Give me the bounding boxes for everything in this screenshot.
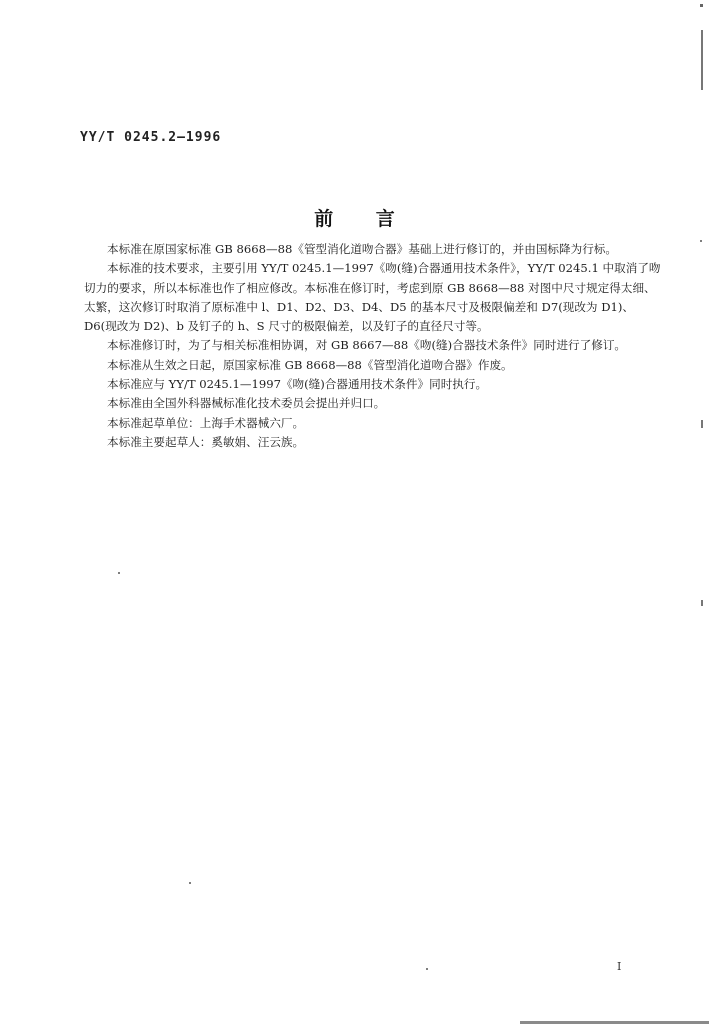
paragraph-1: 本标准在原国家标准 GB 8668—88《管型消化道吻合器》基础上进行修订的，并由国标降为行标。	[107, 242, 617, 256]
paragraph-2: 本标准的技术要求，主要引用 YY/T 0245.1—1997《吻(缝)合器通用技术条件》，YY/T 0245.1 中取消了吻切力的要求，所以本标准也作了相应修改。本标准在修订时，考虑到原 GB 8668—88 对图中尺寸规定得太细、太繁，这次修订时取消了原标准中 l、D1、D2、D3、D4、D5 的基本尺寸及极限偏差和 D7(现改为 D1)、D6(现改为 D2)、b 及钉子的 h、S 尺寸的极限偏差，以及钉子的直径尺寸等。	[84, 261, 661, 334]
paragraph-5: 本标准应与 YY/T 0245.1—1997《吻(缝)合器通用技术条件》同时执行。	[107, 377, 488, 392]
scan-speck	[700, 4, 703, 7]
scan-speck	[426, 968, 428, 970]
foreword-body	[84, 240, 664, 452]
page-number: I	[617, 960, 622, 973]
paragraph-7: 本标准起草单位：上海手术器械六厂。	[107, 415, 305, 430]
scan-speck	[700, 240, 702, 242]
standard-code: YY/T 0245.2—1996	[80, 130, 222, 145]
scan-edge-line	[701, 420, 703, 428]
scan-edge-line	[701, 30, 703, 90]
scan-speck	[189, 882, 191, 884]
scan-edge-line	[701, 600, 703, 606]
scan-speck	[118, 572, 120, 574]
paragraph-8: 本标准主要起草人：奚敏娟、汪云族。	[107, 434, 305, 449]
paragraph-3: 本标准修订时，为了与相关标准相协调，对 GB 8667—88《吻(缝)合器技术条件》同时进行了修订。	[107, 338, 627, 353]
section-heading-foreword: 前 言	[314, 208, 395, 230]
paragraph-4: 本标准从生效之日起，原国家标准 GB 8668—88《管型消化道吻合器》作废。	[107, 357, 513, 372]
paragraph-6: 本标准由全国外科器械标准化技术委员会提出并归口。	[107, 396, 386, 411]
